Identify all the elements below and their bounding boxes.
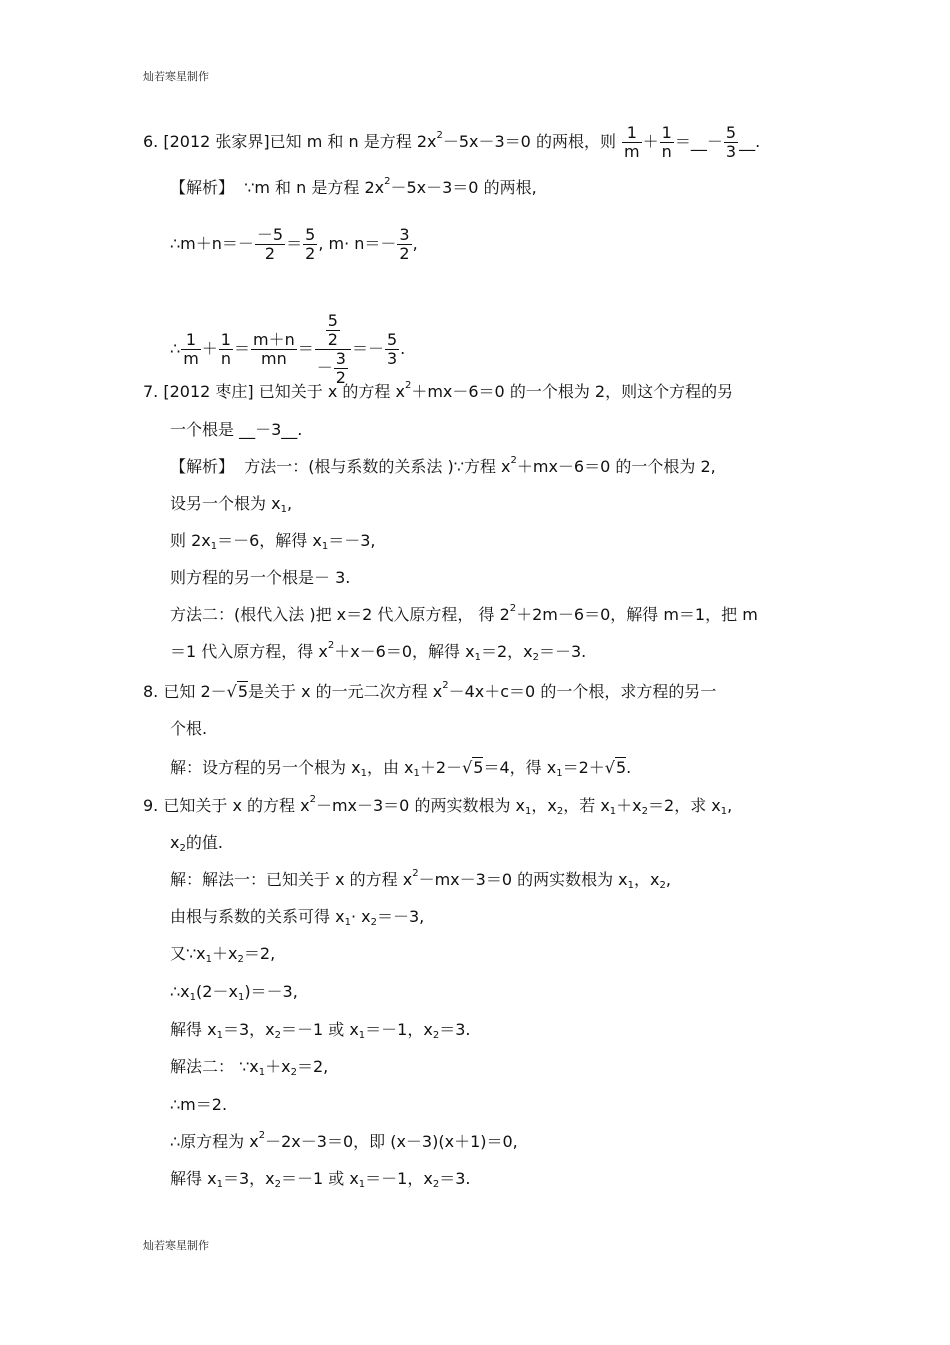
fraction: $\frac{m+n}{mn}$ bbox=[253, 330, 295, 368]
fraction: $\frac{1}{m}$ bbox=[624, 123, 640, 161]
header-watermark: 灿若寒星制作 bbox=[143, 70, 209, 83]
analysis-label: 【解析】 bbox=[170, 178, 235, 197]
fraction: $\frac{3}{2}$ bbox=[399, 225, 410, 263]
q7-analysis-6: ＝1 代入原方程，得 $x^2+x-6=0$，解得 $x_1=2$，$x_2=-3$. bbox=[170, 640, 587, 663]
answer-fraction: $\frac{5}{3}$ bbox=[725, 123, 737, 161]
q7-stem: 7. [2012 枣庄] 已知关于 x 的方程 $x^2+mx-6=0$ 的一个根为 2，则这个方程的另 bbox=[143, 380, 734, 401]
q9-solution-2: 由根与系数的关系可得 $x_1\cdot x_2=-3$, bbox=[170, 907, 425, 928]
q7-stem-2: 一个根是 __－3__. bbox=[170, 420, 303, 439]
fraction: $\frac{5}{2}$ bbox=[305, 225, 316, 263]
q8-number: 8. bbox=[143, 682, 159, 701]
q8-stem: 8. 已知 2－√5是关于 x 的一元二次方程 $x^2-4x+c=0$ 的一个根，求方程的另一 bbox=[143, 680, 717, 701]
fraction: $\frac{-5}{2}$ bbox=[256, 225, 284, 263]
q9-solution-9: 解得 $x_1=3$，$x_2=-1$ 或 $x_1=-1$，$x_2=3$. bbox=[170, 1169, 471, 1190]
fraction: $\frac{5}{3}$ bbox=[386, 330, 398, 368]
answer-blank: __－ $\frac{5}{3}$ __. bbox=[690, 123, 761, 161]
q6-line-2: ∴m＋n＝－ $\frac{-5}{2}$ ＝ $\frac{5}{2}$ , m· n＝－ $\frac{3}{2}$ , bbox=[170, 225, 418, 263]
q7-analysis-2: 设另一个根为 $x_1$, bbox=[170, 494, 293, 515]
sqrt: 5 bbox=[237, 682, 249, 701]
q9-number: 9. bbox=[143, 796, 159, 815]
compound-fraction: $\frac{5}{2}$ － $\frac{3}{2}$ bbox=[315, 312, 351, 387]
footer-watermark: 灿若寒星制作 bbox=[143, 1239, 209, 1252]
q8-solution: 解：设方程的另一个根为 $x_1$，由 $x_1+2-√5=4$，得 $x_1=2+√5$. bbox=[170, 758, 632, 779]
fraction: $\frac{1}{n}$ bbox=[661, 123, 672, 161]
sqrt: 5 bbox=[473, 758, 484, 777]
q6-number: 6. bbox=[143, 132, 159, 151]
q7-analysis-4: 则方程的另一个根是－ 3. bbox=[170, 568, 351, 587]
fraction: $\frac{1}{n}$ bbox=[220, 330, 231, 368]
q6-line-3: ∴ $\frac{1}{m}$ ＋ $\frac{1}{n}$ ＝ $\frac{m+n}{mn}$ ＝ $\frac{5}{2}$ － $\frac{3}{2}$ ＝－ $\frac{5}{3}$ . bbox=[170, 311, 406, 387]
fraction: $\frac{1}{m}$ bbox=[183, 330, 199, 368]
q7-analysis-3: 则 $2x_1=-6$，解得 $x_1=-3$, bbox=[170, 531, 376, 552]
q7-analysis-1: 【解析】 方法一：(根与系数的关系法 )∵方程 $x^2+mx-6=0$ 的一个根为 2, bbox=[170, 455, 716, 476]
answer-blank: __－3__ bbox=[239, 420, 298, 439]
q9-stem-2: $x_2$的值. bbox=[170, 833, 223, 854]
q6-source: [2012 张家界] bbox=[163, 132, 270, 151]
q9-solution-3: 又$\because x_1+x_2=2$, bbox=[170, 944, 276, 965]
q7-analysis-5: 方法二：(根代入法 )把 x＝2 代入原方程， 得 $2^2+2m-6=0$，解得 m＝1，把 m bbox=[170, 603, 758, 624]
q6-stem: 6. [2012 张家界]已知 m 和 n 是方程 $2x^2-5x-3=0$ 的两根，则 $\frac{1}{m}$ ＋ $\frac{1}{n}$ ＝__－ $\frac{5}{3}$ __. bbox=[143, 123, 761, 161]
sqrt: 5 bbox=[615, 758, 627, 777]
q9-stem: 9. 已知关于 x 的方程 $x^2-mx-3=0$ 的两实数根为 $x_1$，$x_2$，若 $x_1+x_2=2$，求 $x_1$, bbox=[143, 794, 733, 817]
q9-solution-7: ∴m＝2. bbox=[170, 1095, 228, 1114]
q9-solution-8: ∴原方程为 $x^2-2x-3=0$，即 (x－3)(x＋1)＝0, bbox=[170, 1130, 518, 1151]
q9-solution-5: 解得 $x_1=3$，$x_2=-1$ 或 $x_1=-1$，$x_2=3$. bbox=[170, 1020, 471, 1041]
q7-number: 7. bbox=[143, 382, 159, 401]
q8-stem-2: 个根. bbox=[170, 719, 208, 738]
q9-solution-1: 解：解法一：已知关于 x 的方程 $x^2-mx-3=0$ 的两实数根为 $x_1$，$x_2$, bbox=[170, 868, 671, 891]
q9-solution-6: 解法二： $\because x_1+x_2=2$, bbox=[170, 1057, 329, 1078]
q6-analysis: 【解析】 ∵m 和 n 是方程 $2x^2-5x-3=0$ 的两根, bbox=[170, 176, 537, 197]
q9-solution-4: $\therefore x_1(2-x_1)=-3$, bbox=[170, 982, 298, 1003]
analysis-label: 【解析】 bbox=[170, 457, 235, 476]
